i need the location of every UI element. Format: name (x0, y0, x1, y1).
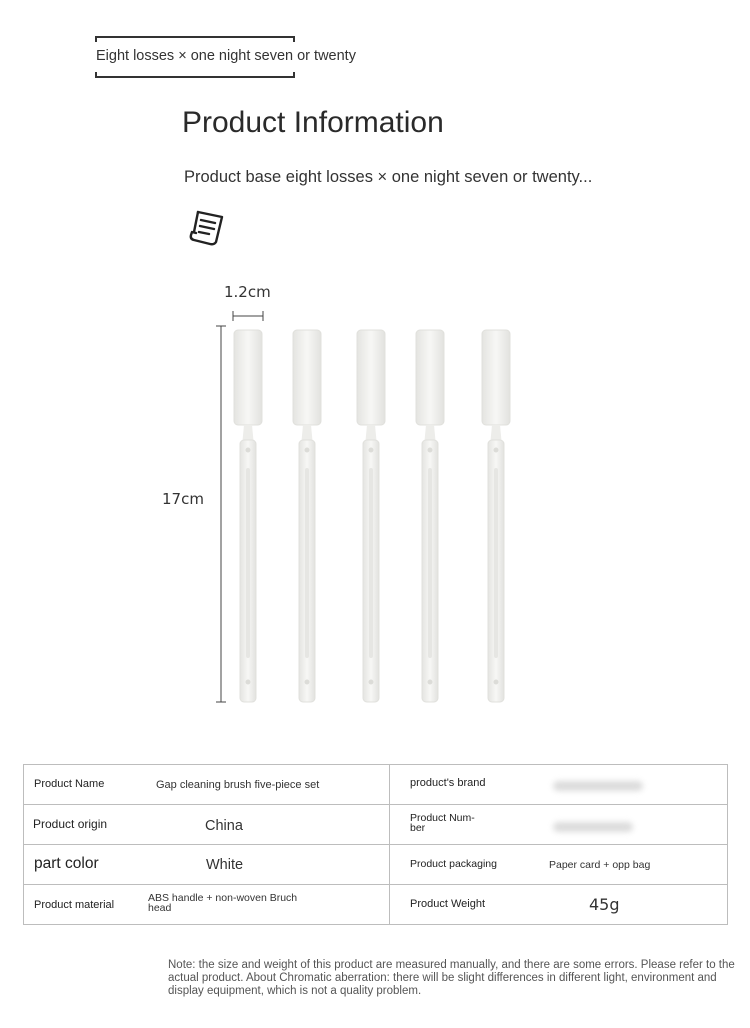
brush-5 (482, 330, 510, 702)
spec-material-label: Product material (34, 899, 115, 911)
brush-3 (357, 330, 385, 702)
product-diagram (150, 278, 570, 718)
spec-material-value: ABS handle + non-woven Bruch head (148, 892, 298, 914)
blurred-number-value (553, 822, 633, 832)
table-row (24, 805, 728, 845)
spec-name-cell (24, 765, 390, 805)
frame-corner-br (293, 72, 295, 78)
brush-4 (416, 330, 444, 702)
spec-number-cell (390, 805, 728, 845)
page-title: Product Information (182, 106, 444, 139)
header-tag-text: Eight losses × one night seven or twenty (96, 48, 356, 64)
frame-top-line (95, 36, 295, 38)
spec-number-label: Product Num- ber (410, 812, 475, 834)
frame-corner-tl (95, 36, 97, 42)
spec-color-value: White (206, 857, 244, 873)
spec-weight-value: 45g (589, 895, 620, 914)
table-row (24, 765, 728, 805)
spec-color-label: part color (34, 855, 99, 872)
blurred-brand-value (553, 781, 643, 791)
disclaimer-note: Note: the size and weight of this product are measured manually, and there are some errors. Please refer to the actual product. About Chromatic aberration: there will be slight differences in different light, environment and display equipment, which is not a quality problem. (168, 959, 735, 997)
length-dimension-label: 17cm (162, 490, 204, 508)
spec-color-cell (24, 845, 390, 885)
spec-origin-value: China (205, 818, 243, 834)
spec-weight-label: Product Weight (410, 898, 486, 910)
table-row (24, 845, 728, 885)
frame-corner-bl (95, 72, 97, 78)
spec-weight-cell (390, 885, 728, 925)
spec-table (23, 764, 728, 925)
spec-packaging-cell (390, 845, 728, 885)
spec-origin-label: Product origin (33, 817, 108, 831)
brush-2 (293, 330, 321, 702)
spec-name-label: Product Name (34, 778, 105, 790)
spec-brand-cell (390, 765, 728, 805)
document-icon (186, 208, 230, 248)
spec-packaging-value: Paper card + opp bag (549, 859, 651, 871)
spec-packaging-label: Product packaging (410, 858, 497, 870)
width-dimension-label: 1.2cm (224, 283, 271, 301)
spec-origin-cell (24, 805, 390, 845)
page-subtitle: Product base eight losses × one night seven or twenty... (184, 168, 593, 186)
frame-bottom-line (95, 76, 295, 78)
table-row (24, 885, 728, 925)
frame-corner-tr (293, 36, 295, 42)
spec-material-cell (24, 885, 390, 925)
product-illustration (150, 278, 570, 718)
brush-1 (234, 330, 262, 702)
spec-brand-label: product's brand (410, 777, 486, 789)
spec-name-value: Gap cleaning brush five-piece set (156, 779, 320, 791)
